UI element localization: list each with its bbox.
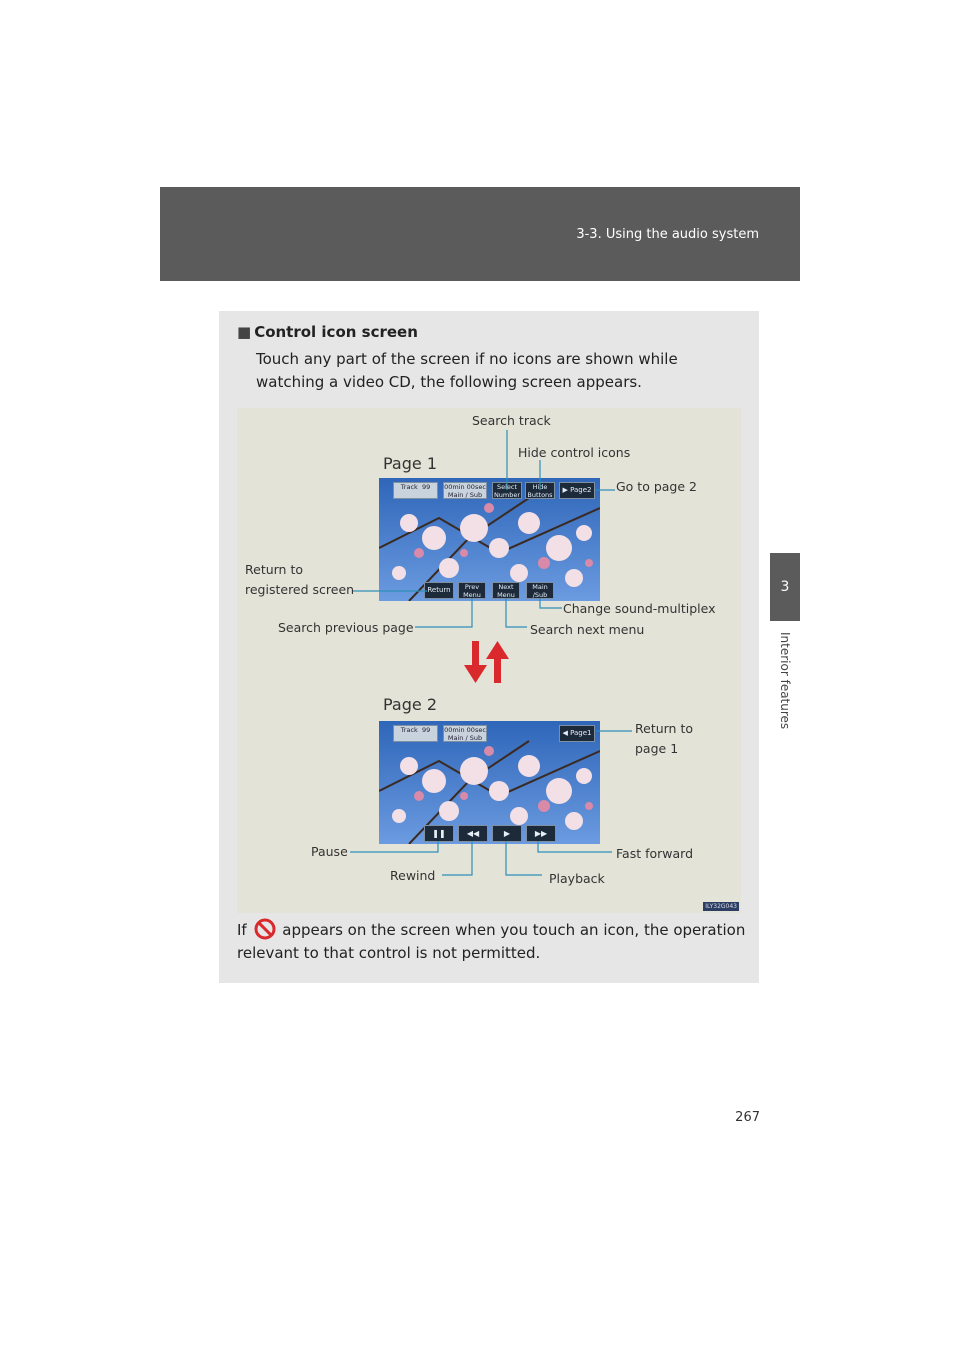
content-panel <box>219 311 759 983</box>
track-label: Track <box>400 483 418 491</box>
note-text <box>237 918 747 965</box>
rewind-button[interactable]: ◀◀ <box>458 825 488 842</box>
callout-search-next-menu: Search next menu <box>530 622 645 637</box>
time-top: 00min 00sec <box>444 483 486 491</box>
track-label: Track <box>400 726 418 734</box>
panel-title <box>237 323 418 341</box>
callout-search-previous-page: Search previous page <box>278 620 414 635</box>
title-marker: ■ <box>237 323 252 341</box>
callout-go-to-page-2: Go to page 2 <box>616 479 697 494</box>
hide-buttons-button[interactable]: Hide Buttons <box>525 482 555 499</box>
image-code: ILY32G043 <box>705 903 737 910</box>
prev-menu-button[interactable]: Prev Menu <box>458 582 486 599</box>
time-bottom: Main / Sub <box>447 491 483 499</box>
callout-search-track: Search track <box>472 413 551 428</box>
select-number-button[interactable]: Select Number <box>493 483 521 499</box>
pause-button[interactable]: ❚❚ <box>424 825 454 842</box>
callout-return-registered-line1: Return to <box>245 562 304 577</box>
page-header <box>160 187 800 281</box>
prohibited-icon <box>254 918 276 940</box>
page2-button[interactable]: ▶ Page2 <box>559 482 595 499</box>
page1-button[interactable]: ◀ Page1 <box>559 725 595 742</box>
return-button[interactable]: Return <box>424 582 454 599</box>
track-number: 99 <box>421 726 431 734</box>
callout-hide-control-icons: Hide control icons <box>518 445 631 460</box>
track-number: 99 <box>421 483 431 491</box>
fast-forward-button[interactable]: ▶▶ <box>526 825 556 842</box>
callout-return-page1-line1: Return to <box>635 721 694 736</box>
callout-playback: Playback <box>549 871 605 886</box>
callout-return-registered-line2: registered screen <box>245 582 355 597</box>
page1-title: Page 1 <box>383 454 437 473</box>
callout-rewind: Rewind <box>390 868 436 883</box>
chapter-tab: 3 <box>770 553 800 621</box>
time-bottom: Main / Sub <box>447 734 483 742</box>
control-icon-figure <box>237 408 741 913</box>
intro-text: Touch any part of the screen if no icons are shown while watching a video CD, the following screen appears. <box>256 350 678 391</box>
section-title: 3-3. Using the audio system <box>576 227 759 242</box>
main-sub-button[interactable]: Main /Sub <box>526 582 554 599</box>
page2-title: Page 2 <box>383 695 437 714</box>
note-suffix: appears on the screen when you touch an icon, the operation relevant to that control is not permitted. <box>237 921 746 962</box>
callout-pause: Pause <box>311 844 348 859</box>
time-top: 00min 00sec <box>444 726 486 734</box>
note-prefix: If <box>237 921 247 939</box>
chapter-label: Interior features <box>778 632 792 730</box>
callout-change-sound: Change sound-multiplex <box>563 601 716 616</box>
title-text: Control icon screen <box>254 323 418 341</box>
next-menu-button[interactable]: Next Menu <box>492 582 520 599</box>
page-number: 267 <box>735 1110 760 1125</box>
callout-fast-forward: Fast forward <box>616 846 694 861</box>
playback-button[interactable]: ▶ <box>492 825 522 842</box>
callout-return-page1-line2: page 1 <box>635 741 679 756</box>
